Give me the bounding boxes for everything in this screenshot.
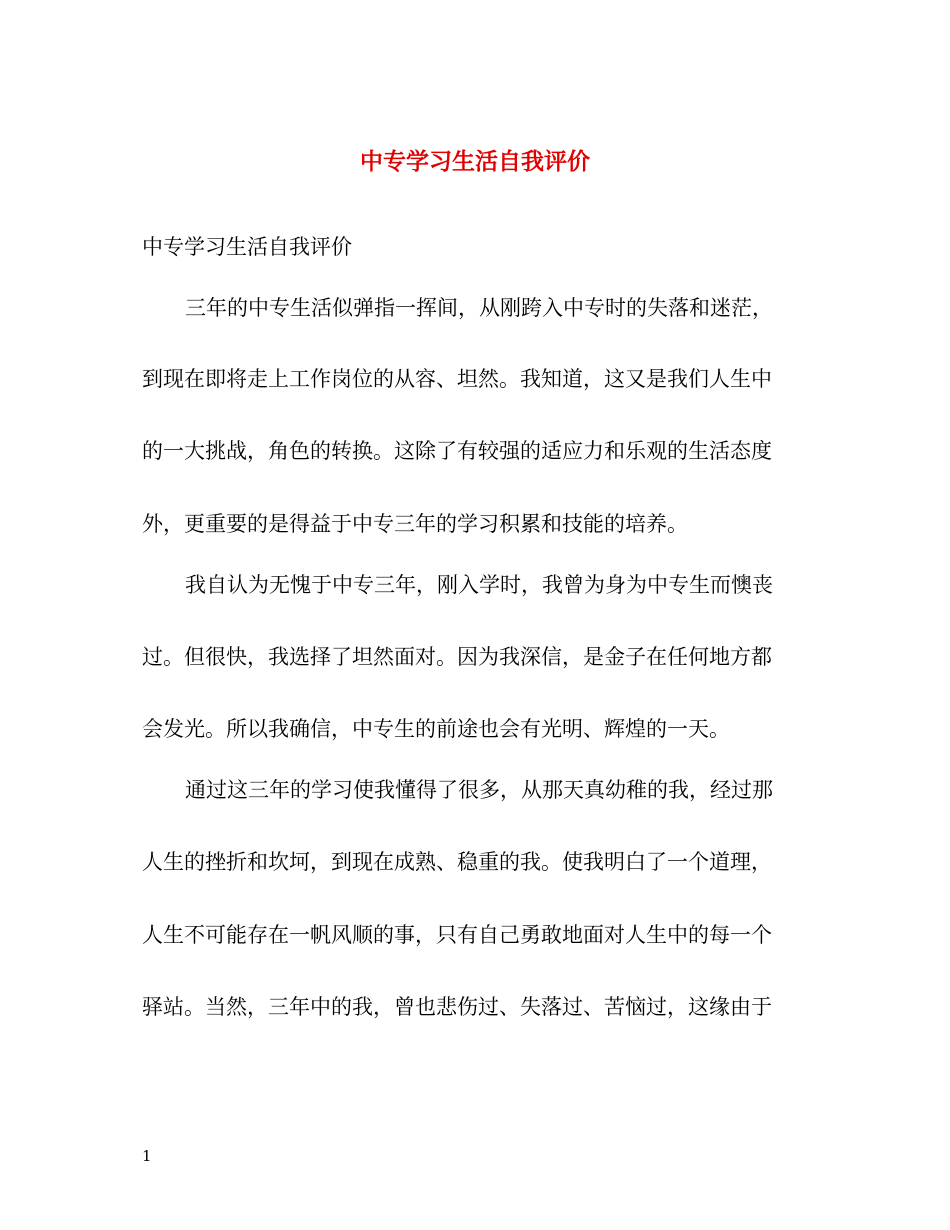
paragraph-line: 人生的挫折和坎坷，到现在成熟、稳重的我。使我明白了一个道理， (142, 850, 772, 874)
paragraph-line: 外，更重要的是得益于中专三年的学习积累和技能的培养。 (142, 512, 688, 536)
paragraph-line: 人生不可能存在一帆风顺的事，只有自己勇敢地面对人生中的每一个 (142, 923, 772, 947)
paragraph-line: 过。但很快，我选择了坦然面对。因为我深信，是金子在任何地方都 (142, 645, 772, 669)
paragraph-line: 驿站。当然，三年中的我，曾也悲伤过、失落过、苦恼过，这缘由于 (142, 995, 772, 1019)
paragraph-line: 会发光。所以我确信，中专生的前途也会有光明、辉煌的一天。 (142, 717, 730, 741)
paragraph-line: 通过这三年的学习使我懂得了很多，从那天真幼稚的我，经过那 (185, 778, 773, 802)
paragraph-line: 三年的中专生活似弹指一挥间，从刚跨入中专时的失落和迷茫， (185, 296, 773, 320)
paragraph-line: 到现在即将走上工作岗位的从容、坦然。我知道，这又是我们人生中 (142, 367, 772, 391)
document-subtitle: 中专学习生活自我评价 (142, 235, 352, 259)
paragraph-line: 的一大挑战，角色的转换。这除了有较强的适应力和乐观的生活态度 (142, 439, 772, 463)
document-title: 中专学习生活自我评价 (360, 148, 590, 175)
paragraph-line: 我自认为无愧于中专三年，刚入学时，我曾为身为中专生而懊丧 (185, 573, 773, 597)
page-number: 1 (142, 1147, 152, 1165)
